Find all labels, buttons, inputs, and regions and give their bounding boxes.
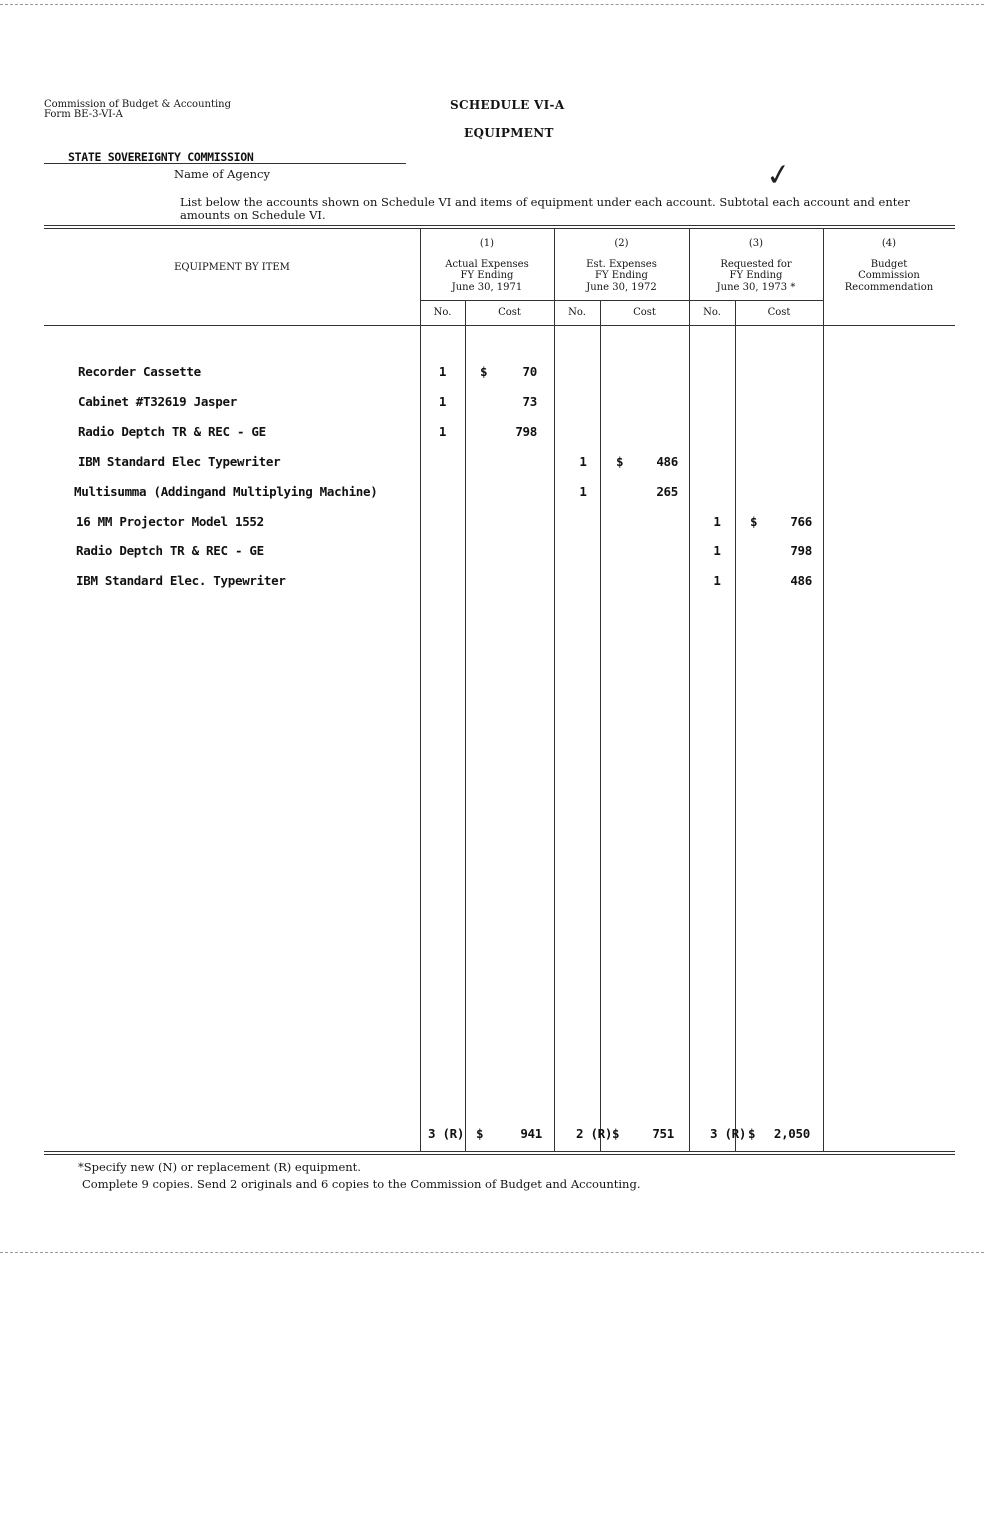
col3-line3: June 30, 1973 *: [716, 281, 796, 293]
table-bottom-rule: [44, 1151, 955, 1152]
col2-header: [554, 238, 689, 293]
total-col2-cost: 751: [652, 1126, 674, 1141]
col3-no-header: No.: [703, 307, 721, 318]
col2-number: (2): [614, 238, 629, 249]
col2-cost-header: Cost: [633, 307, 656, 318]
col2-left-line: [554, 228, 555, 1152]
total-col1-cost: 941: [520, 1126, 542, 1141]
item-name: Recorder Cassette: [78, 364, 201, 379]
col1-cost: 73: [522, 394, 537, 409]
schedule-subject: EQUIPMENT: [464, 126, 554, 140]
schedule-title: SCHEDULE VI-A: [450, 98, 565, 112]
total-col3-dollar: $: [748, 1126, 756, 1141]
item-name: Radio Deptch TR & REC - GE: [78, 424, 266, 439]
col3-line1: Requested for: [720, 258, 792, 270]
col1-cost: 70: [522, 364, 537, 379]
col3-cost-header: Cost: [767, 307, 791, 318]
col4-line3: Recommendation: [844, 281, 934, 293]
col2-divider-line: [600, 300, 601, 1152]
col1-dollar: $: [480, 364, 488, 379]
col1-divider-line: [465, 300, 466, 1152]
col2-cost: 486: [656, 454, 678, 469]
col1-no-header: No.: [433, 307, 452, 318]
col4-number: (4): [881, 238, 897, 249]
col3-cost: 798: [790, 543, 812, 558]
col1-number: (1): [479, 238, 495, 249]
instructions-text: List below the accounts shown on Schedule VI and items of equipment under each account. Subtotal each account and enter amounts on Schedule VI.: [180, 195, 910, 222]
col3-header: [689, 238, 823, 293]
col1-cost: 798: [515, 424, 537, 439]
page-fold-line: [0, 1252, 984, 1253]
total-col1-no: 3 (R): [428, 1126, 465, 1141]
col2-line3: June 30, 1972: [586, 281, 657, 293]
item-name: 16 MM Projector Model 1552: [76, 514, 264, 529]
item-name: Multisumma (Addingand Multiplying Machine): [74, 484, 378, 499]
col2-no: 1: [579, 454, 587, 469]
agency-name: STATE SOVEREIGNTY COMMISSION: [68, 150, 254, 164]
col3-no: 1: [713, 573, 721, 588]
col2-cost: 265: [656, 484, 678, 499]
col2-no-header: No.: [568, 307, 586, 318]
col1-no: 1: [438, 424, 447, 439]
item-column-header: EQUIPMENT BY ITEM: [174, 262, 290, 273]
col1-line2: FY Ending: [460, 270, 514, 281]
issuer-label: Commission of Budget & Accounting: [44, 99, 232, 110]
col3-dollar: $: [750, 514, 758, 529]
check-mark: ✓: [763, 156, 794, 195]
col2-line2: FY Ending: [595, 270, 648, 281]
header-bottom-rule: [44, 325, 955, 326]
col4-header: [823, 238, 955, 293]
col3-cost: 766: [790, 514, 812, 529]
col1-no: 1: [438, 364, 447, 379]
table-top-rule-2: [44, 228, 955, 229]
col3-divider-line: [735, 300, 736, 1152]
total-col2-no: 2 (R): [576, 1126, 613, 1141]
form-number: Form BE-3-VI-A: [44, 109, 123, 120]
item-name: Cabinet #T32619 Jasper: [78, 394, 237, 409]
col1-header: [420, 238, 554, 293]
total-col1-dollar: $: [476, 1126, 484, 1141]
table-bottom-rule-2: [44, 1154, 955, 1155]
col3-left-line: [689, 228, 690, 1152]
col3-no: 1: [713, 514, 721, 529]
col4-line2: Commission: [858, 270, 920, 281]
col3-line2: FY Ending: [729, 270, 783, 281]
item-name: Radio Deptch TR & REC - GE: [76, 543, 264, 558]
col2-no: 1: [579, 484, 587, 499]
col3-no: 1: [713, 543, 721, 558]
total-col3-cost: 2,050: [773, 1126, 810, 1141]
item-name: IBM Standard Elec Typewriter: [78, 454, 281, 469]
col1-no: 1: [438, 394, 447, 409]
col2-line1: Est. Expenses: [586, 258, 657, 270]
col1-line1: Actual Expenses: [445, 258, 529, 270]
copies-instruction: Complete 9 copies. Send 2 originals and 6 copies to the Commission of Budget and Accounting.: [82, 1177, 641, 1191]
subheader-rule: [420, 300, 823, 301]
col4-left-line: [823, 228, 824, 1152]
footnote: *Specify new (N) or replacement (R) equipment.: [78, 1160, 361, 1174]
col2-dollar: $: [616, 454, 624, 469]
top-edge-line: [0, 4, 984, 5]
col1-line3: June 30, 1971: [451, 281, 523, 293]
col4-line1: Budget: [870, 258, 908, 270]
total-col3-no: 3 (R): [710, 1126, 747, 1141]
agency-underline: [44, 163, 406, 164]
col3-cost: 486: [790, 573, 812, 588]
col1-cost-header: Cost: [498, 307, 521, 318]
table-top-rule: [44, 225, 955, 226]
agency-label: Name of Agency: [174, 167, 270, 181]
item-name: IBM Standard Elec. Typewriter: [76, 573, 286, 588]
total-col2-dollar: $: [612, 1126, 620, 1141]
col3-number: (3): [748, 238, 764, 249]
